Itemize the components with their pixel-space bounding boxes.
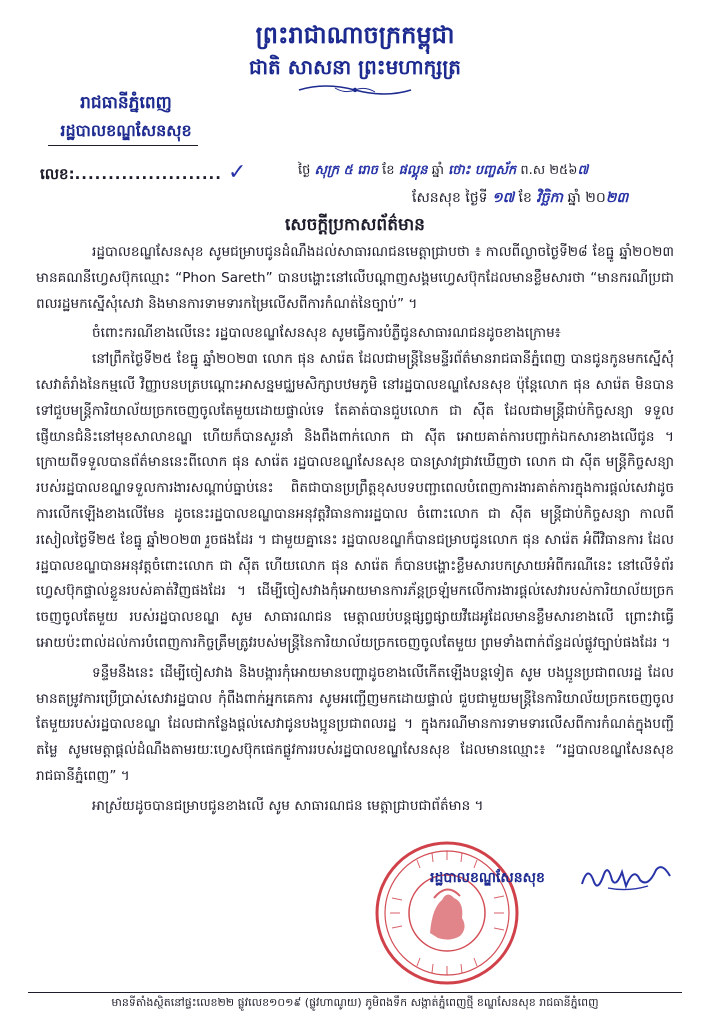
paragraph-incident-details: នៅព្រឹកថ្ងៃទី២៥ ខែធ្នូ ឆ្នាំ២០២៣ លោក ផុន សារ៉េត ដែលជាមន្ត្រីនៃមន្ទីរព័ត៌មានរាជធានីភ្នំពេញ បានជូនកូនមកស្នើសុំសេវាតំរាំងនៃកម្មលើ វិញ្ញាបនបត្របណ្តោះអាសន្នមជ្ឈមសិក្សាបឋមភូមិ នៅរដ្ឋបាលខណ្ឌសែនសុខ ប៉ុន្តែលោក ផុន សារ៉េត មិនបានទៅជួបមន្ត្រីការិយាល័យច្រកចេញចូលតែមួយដោយផ្ទាល់ទេ តែគាត់បានជួបលោក ជា ស៊ីត ដែលជាមន្ត្រីជាប់កិច្ចសន្យា ទទួលផ្ញើយានជំនិះនៅមុខសាលាខណ្ឌ ហើយក៏បានសួរនាំ និងពឹងពាក់លោក ជា ស៊ីត អោយគាត់ការបញ្ជាក់ឯកសារខាងលើជូន ។ ក្រោយពីទទួលបានព័ត៌មាននេះពីលោក ផុន សារ៉េត រដ្ឋបាលខណ្ឌសែនសុខ បានស្រាវជ្រាវឃើញថា លោក ជា ស៊ីត មន្ត្រីកិច្ចសន្យារបស់រដ្ឋបាលខណ្ឌទទួលការងារសណ្តាប់ធ្នាប់នេះ ពិតជាបានប្រព្រឹត្តខុសបទបញ្ជាពេលបំពេញការងារគាត់ការក្នុងការផ្តល់សេវាដូចការលើកឡើងខាងលើមែន ដូចនេះរដ្ឋបាលខណ្ឌបានអនុវត្តវិធានការរដ្ឋបាល ចំពោះលោក ជា ស៊ីត មន្ត្រីជាប់កិច្ចសន្យា កាលពីរសៀលថ្ងៃទី២៥ ខែធ្នូ ឆ្នាំ២០២៣ រួចផងដែរ ។ ជាមួយគ្នានេះ រដ្ឋបាលខណ្ឌក៏បានជម្រាបជូនលោក ផុន សារ៉េត អំពីវិធានការ ដែលរដ្ឋបាលខណ្ឌបានអនុវត្តចំពោះលោក ជា ស៊ីត ហើយលោក ផុន សារ៉េត ក៏បានបង្ហោះខ្លឹមសារបកស្រាយអំពីករណីនេះ នៅលើទំព័រហ្វេសប៊ុកផ្ទាល់ខ្លួនរបស់គាត់វិញផងដែរ ។ ដើម្បីចៀសវាងកុំអោយមានការភ័ន្តច្រឡំមកលើការងារផ្តល់សេវារបស់ការិយាល័យច្រកចេញចូលតែមួយ របស់រដ្ឋបាលខណ្ឌ សូម សាធារណជន មេត្តាឈប់បន្តផ្សព្វផ្សាយវីដេអូដែលមានខ្លឹមសារខាងលើ ព្រោះវាធ្វើអោយប៉ះពាល់ដល់ការបំពេញការកិច្ចត្រឹមត្រូវរបស់មន្ត្រីនៃការិយាល័យច្រកចេញចូលតែមួយ ព្រមទាំងពាក់ព័ន្ធដល់ផ្លូវច្បាប់ផងដែរ ។ (36, 351, 674, 651)
issuer-district: រដ្ឋបាលខណ្ឌសែនសុខ (60, 121, 192, 140)
lunar-year-handwritten: ថោះ បញ្ចស័ក (448, 163, 517, 178)
kingdom-header: ព្រះរាជាណាចក្រកម្ពុជា (255, 20, 455, 49)
paragraph-clarification-intro: ចំពោះករណីខាងលើនេះ រដ្ឋបាលខណ្ឌសែនសុខ សូមធ្វើការបំភ្លឺជូនសាធារណជនដូចខាងក្រោម៖ (92, 325, 561, 342)
solar-year-handwritten: ២៣ (605, 190, 629, 206)
check-mark-icon: ✓ (227, 160, 247, 185)
footer-address: មានទីតាំងស្ថិតនៅផ្ទះលេខ២២ ផ្លូវលេខ១០១៩ (ផ្លូវហាណូយ) ភូមិពងទឹក សង្កាត់ភ្នំពេញថ្មី ខណ្ឌសែនសុខ រាជធានីភ្នំពេញ (111, 996, 599, 1009)
header-ornament-icon (295, 82, 415, 98)
signatory-organization: រដ្ឋបាលខណ្ឌសែនសុខ (430, 870, 545, 886)
reference-dots: ...................... (74, 165, 222, 183)
document-title: សេចក្តីប្រកាសព័ត៌មាន (285, 215, 425, 235)
footer-divider (28, 992, 682, 993)
paragraph-closing: អាស្រ័យដូចបានជម្រាបជូនខាងលើ សូម សាធារណជន មេត្តាជ្រាបជាព័ត៌មាន ។ (92, 797, 484, 814)
issuer-capital: រាជធានីភ្នំពេញ (80, 93, 172, 113)
reference-label: លេខ: (40, 165, 75, 183)
lunar-month-handwritten: ផល្គុន (398, 163, 428, 178)
reference-number (40, 160, 246, 187)
signature-icon (578, 858, 674, 896)
era-handwritten: ៧ (577, 163, 589, 178)
solar-day-handwritten: ១៧ (492, 190, 515, 206)
lunar-date: ថ្ងៃ សុក្រ ៥ រោច ខែ ផល្គុន ឆ្នាំ ថោះ បញ្ចស័ក ព.ស ២៥៦៧ (298, 163, 589, 178)
paragraph-advice: ទន្ទឹមនឹងនេះ ដើម្បីចៀសវាង និងបង្ការកុំអោយមានបញ្ហាដូចខាងលើកើតឡើងបន្តទៀត សូម បងប្អូនប្រជាពលរដ្ឋ ដែលមានតម្រូវការប្រើប្រាស់សេវារដ្ឋបាល កុំពឹងពាក់អ្នកគេការ សូមអញ្ជើញមកដោយផ្ទាល់ ជួបជាមួយមន្ត្រីនៃការិយាល័យច្រកចេញចូលតែមួយរបស់រដ្ឋបាលខណ្ឌ ដែលជាកន្លែងផ្តល់សេវាជូនបងប្អូនប្រជាពលរដ្ឋ ។ ក្នុងករណីមានការទាមទារលើសពីការកំណត់ក្នុងបញ្ជីតម្លៃ សូមមេត្តាផ្តល់ដំណឹងតាមរយៈហ្វេសប៊ុកផេកផ្លូវការរបស់រដ្ឋបាលខណ្ឌសែនសុខ ដែលមានឈ្មោះ៖ “រដ្ឋបាលខណ្ឌសែនសុខ រាជធានីភ្នំពេញ” ។ (36, 664, 674, 784)
paragraph-announcement: រដ្ឋបាលខណ្ឌសែនសុខ សូមជម្រាបជូនដំណឹងដល់សាធារណជនមេត្តាជ្រាបថា ៖ កាលពីល្ងាចថ្ងៃទី២៨ ខែធ្នូ ឆ្នាំ២០២៣ មានគណនីហ្វេសប៊ុកឈ្មោះ “Phon Sareth” បានបង្ហោះនៅលើបណ្តាញសង្គមហ្វេសប៊ុកដែលមានខ្លឹមសារថា “មានករណីប្រជាពលរដ្ឋមកស្នើសុំសេវា និងមានការទាមទារកម្រៃលើសពីការកំណត់នៃច្បាប់” ។ (36, 244, 674, 312)
solar-date: សែនសុខ ថ្ងៃទី ១៧ ខែ វិច្ឆិកា ឆ្នាំ ២០២៣ (412, 190, 629, 206)
lunar-day-handwritten: សុក្រ ៥ រោច (314, 163, 378, 178)
solar-month-handwritten: វិច្ឆិកា (536, 190, 564, 206)
official-seal-icon (372, 838, 522, 988)
national-motto: ជាតិ សាសនា ព្រះមហាក្សត្រ (249, 55, 461, 79)
document-body (36, 240, 674, 820)
issuer-divider (48, 145, 198, 146)
